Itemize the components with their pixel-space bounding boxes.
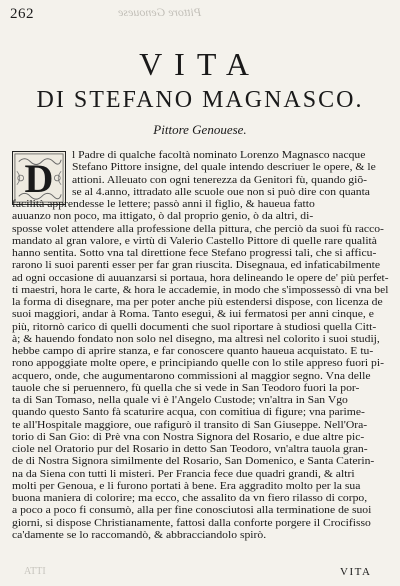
text-line: à; & hauendo fondato non solo nel disegno, ma altresì nel colorito i suoi studij, [12,333,380,345]
decorated-initial [12,151,66,205]
text-line: ad ogni occasione di auuanzarsi si portaua, hora delineando le opere de' più perfet- [12,272,389,284]
text-line: giorni, si dispose Christianamente, fattosi dalla conforte porgere il Crocifisso [12,517,371,529]
text-line: suoi maggiori, andar à Roma. Tanto eseguì, & iui fermatosi per anni cinque, e [12,309,374,321]
text-line: mandato al gran valore, e virtù di Valerio Castello Pittore di quelle rare qualità [12,235,377,247]
text-line: attioni. Alleuato con ogni tenerezza da Genitori fù, quando giõ- [72,174,368,186]
text-line: molti per Genoua, e li furono portati à bene. Era aggradito molto per la sua [12,480,361,492]
bleed-through-header: Pittore Genouese [118,5,202,19]
text-line: auuanzo non poco, ma ittigato, ò dal proprio genio, ò da altri, di- [12,211,314,223]
page-number: 262 [10,6,34,22]
bleed-through-footer: ATTI [24,566,46,577]
text-line: buona maniera di colorire; ma ecco, che assalito da vn fiero rilasso di corpo, [12,493,368,504]
text-line: se al 4.anno, ittradato alle scuole oue non si può dire con quanta [72,186,370,198]
text-line: ta di San Tomaso, nella quale vi è l'Angelo Custode; vn'altra in San Vgo [12,395,348,406]
text-line: hanno sentita. Sotto vna tal direttione fece Stefano progressi tali, che si afficu- [12,248,377,259]
text-line: ti maestri, hora le carte, & hora le accademie, in modo che s'impossessò di vna bel [12,284,389,296]
text-line: te all'Hospitale maggiore, oue rafigurò il transito di San Giuseppe. Nell'Ora- [12,419,368,431]
text-line: a poco a poco fi consumò, alla per fine conosciutosi alla terminatione de suoi [12,505,372,517]
text-line: hebbe campo di aprire stanza, e far conoscere quanto haueua acquistato. E tu- [12,346,374,357]
text-line: Stefano Pittore insigne, del quale intendo descriuer le opere, & le [72,162,376,174]
catchword: VITA [340,566,372,578]
text-line: torio di San Gio: di Prè vna con Nostra Signora del Rosario, e due altre pic- [12,431,365,443]
text-line: facilità apprendesse le lettere; passò anni il figlio, & haueua fatto [12,199,315,210]
text-line: tauole che si peruennero, fù quella che si vede in San Teodoro fuori la por- [12,382,360,394]
drop-cap-letter: D [24,156,54,201]
text-line: rono appoggiate molte opere, e principiando quelle con lo stile appreso fuori pi- [12,358,384,370]
text-line: quando questo Santo fà scaturire acqua, con comitiua di figure; vna parime- [12,407,365,419]
text-line: rarono li suoi parenti esser per far gran riuscita. Disegnaua, ed infaticabilmente [12,260,381,272]
text-line: de di Nostra Signora similmente del Rosario, San Domenico, e Santa Caterin- [12,456,375,468]
text-line: ca'damente se lo raccomandò, & abbracciandolo spirò. [12,529,267,541]
text-line: più, ritornò carico di quelli documenti che suol riportare à studiosi quella Citt- [12,321,377,333]
text-line: ciole nel Oratorio pur del Rosario in detto San Teodoro, vn'altra tauola gran- [12,444,368,455]
text-line: sposse volet attendere alla professione della pittura, che perciò da suoi fù racco- [12,223,384,235]
text-line: l Padre di qualche facoltà nominato Lorenzo Magnasco nacque [72,150,366,161]
text-line: acquero, onde, che augumentarono commissioni al maggior segno. Vna delle [12,370,371,382]
chapter-title: VITA [139,46,261,82]
artist-role: Pittore Genouese. [153,122,247,137]
text-line: la forma di disegnare, ma per poter anche più estendersi dispose, con licenza de [12,297,383,308]
chapter-subtitle: DI STEFANO MAGNASCO. [36,87,364,113]
text-line: na da Siena con tutti li misteri. Per Francia fece due quadri grandi, & altri [12,468,355,480]
